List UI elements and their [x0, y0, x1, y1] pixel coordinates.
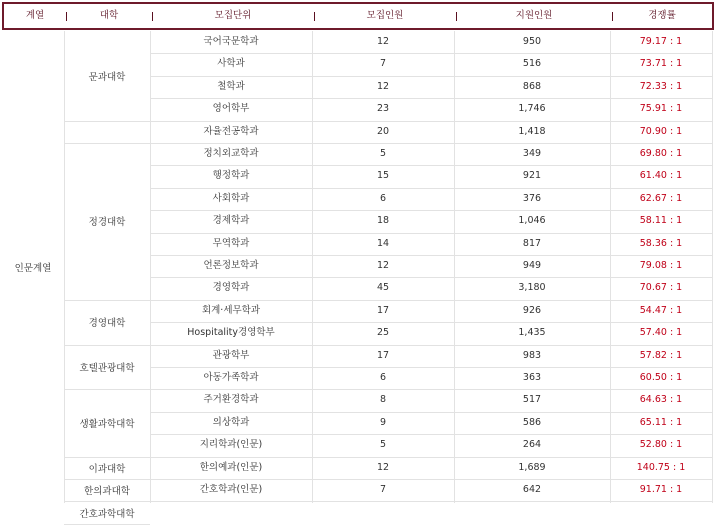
quota-cell: 5 [379, 439, 387, 451]
quota-cell: 17 [376, 349, 390, 361]
college-cell: 이과대학 [88, 463, 126, 475]
rate-cell: 65.11 : 1 [639, 416, 683, 428]
rate-cell: 70.67 : 1 [639, 282, 683, 294]
quota-cell: 7 [379, 58, 387, 70]
rate-cell: 60.50 : 1 [639, 372, 683, 383]
rate-cell: 52.80 : 1 [639, 439, 683, 451]
unit-cell: 경영학과 [212, 282, 250, 294]
rate-cell: 79.08 : 1 [639, 260, 683, 271]
unit-cell: 사학과 [217, 58, 245, 70]
college-cell: 경영대학 [88, 318, 126, 330]
unit-cell: 행정학과 [212, 170, 250, 182]
quota-cell: 7 [379, 484, 387, 495]
header-category: 계열 [25, 10, 45, 21]
quota-cell: 45 [376, 282, 390, 294]
applicants-cell: 376 [522, 192, 542, 204]
unit-cell: Hospitality경영학부 [187, 327, 275, 339]
row-divider [150, 501, 712, 502]
category-label: 인문계열 [14, 263, 52, 274]
college-cell: 한의과대학 [84, 486, 130, 498]
quota-cell: 25 [376, 327, 390, 339]
college-cell: 정경대학 [88, 217, 126, 229]
unit-cell: 회계·세무학과 [201, 304, 261, 316]
applicants-cell: 949 [522, 260, 542, 271]
applicants-cell: 926 [522, 304, 542, 316]
quota-cell: 20 [376, 125, 390, 137]
column-divider [712, 31, 713, 503]
rate-cell: 91.71 : 1 [639, 484, 683, 495]
applicants-cell: 349 [522, 148, 542, 159]
unit-cell: 경제학과 [212, 215, 250, 227]
category-cell [2, 31, 64, 503]
unit-cell: 한의예과(인문) [199, 461, 263, 473]
unit-cell: 무역학과 [212, 237, 250, 249]
quota-cell: 17 [376, 304, 390, 316]
quota-cell: 5 [379, 148, 387, 159]
unit-cell: 관광학부 [212, 349, 250, 361]
rate-cell: 54.47 : 1 [639, 304, 683, 316]
applicants-cell: 983 [522, 349, 542, 361]
rate-cell: 79.17 : 1 [639, 36, 683, 47]
applicants-cell: 817 [522, 237, 542, 249]
unit-cell: 지리학과(인문) [199, 439, 263, 451]
college-cell: 문과대학 [88, 71, 126, 83]
header-applicants: 지원인원 [515, 10, 553, 21]
quota-cell: 12 [376, 80, 390, 92]
applicants-cell: 363 [522, 372, 542, 383]
unit-cell: 주거환경학과 [203, 394, 259, 406]
applicants-cell: 1,418 [518, 125, 546, 137]
quota-cell: 18 [376, 215, 390, 227]
unit-cell: 간호학과(인문) [199, 484, 263, 495]
rate-cell: 70.90 : 1 [639, 125, 683, 137]
applicants-cell: 1,746 [518, 103, 546, 115]
rate-cell: 57.82 : 1 [639, 349, 683, 361]
rate-cell: 72.33 : 1 [639, 80, 683, 92]
applicants-cell: 586 [522, 416, 542, 428]
unit-cell: 정치외교학과 [203, 148, 259, 159]
unit-cell: 의상학과 [212, 416, 250, 428]
quota-cell: 6 [379, 372, 387, 383]
applicants-cell: 517 [522, 394, 542, 406]
header-quota: 모집인원 [366, 10, 404, 21]
quota-cell: 6 [379, 192, 387, 204]
rate-cell: 140.75 : 1 [636, 461, 686, 473]
rate-cell: 64.63 : 1 [639, 394, 683, 406]
unit-cell: 자율전공학과 [203, 125, 259, 137]
applicants-cell: 264 [522, 439, 542, 451]
header-unit: 모집단위 [214, 10, 252, 21]
applicants-cell: 1,046 [518, 215, 546, 227]
quota-cell: 23 [376, 103, 390, 115]
rate-cell: 57.40 : 1 [639, 327, 683, 339]
rate-cell: 58.36 : 1 [639, 237, 683, 249]
applicants-cell: 921 [522, 170, 542, 182]
quota-cell: 14 [376, 237, 390, 249]
applicants-cell: 3,180 [518, 282, 546, 294]
quota-cell: 12 [376, 461, 390, 473]
rate-cell: 61.40 : 1 [639, 170, 683, 182]
unit-cell: 아동가족학과 [203, 372, 259, 383]
quota-cell: 15 [376, 170, 390, 182]
unit-cell: 영어학부 [212, 103, 250, 115]
rate-cell: 58.11 : 1 [639, 215, 683, 227]
quota-cell: 12 [376, 260, 390, 271]
applicants-cell: 1,689 [518, 461, 546, 473]
unit-cell: 철학과 [217, 80, 245, 92]
rate-cell: 69.80 : 1 [639, 148, 683, 159]
header-rate: 경쟁률 [648, 10, 676, 21]
quota-cell: 8 [379, 394, 387, 406]
unit-cell: 국어국문학과 [203, 36, 259, 47]
college-cell [64, 121, 150, 143]
college-cell: 간호과학대학 [79, 508, 135, 520]
table-header [2, 2, 714, 30]
college-cell: 생활과학대학 [79, 418, 135, 430]
quota-cell: 9 [379, 416, 387, 428]
unit-cell: 언론정보학과 [203, 260, 259, 271]
header-college: 대학 [99, 10, 119, 21]
quota-cell: 12 [376, 36, 390, 47]
college-cell: 호텔관광대학 [79, 362, 135, 374]
unit-cell: 사회학과 [212, 192, 250, 204]
applicants-cell: 516 [522, 58, 542, 70]
rate-cell: 62.67 : 1 [639, 192, 683, 204]
rate-cell: 73.71 : 1 [639, 58, 683, 70]
applicants-cell: 868 [522, 80, 542, 92]
applicants-cell: 1,435 [518, 327, 546, 339]
applicants-cell: 642 [522, 484, 542, 495]
rate-cell: 75.91 : 1 [639, 103, 683, 115]
applicants-cell: 950 [522, 36, 542, 47]
